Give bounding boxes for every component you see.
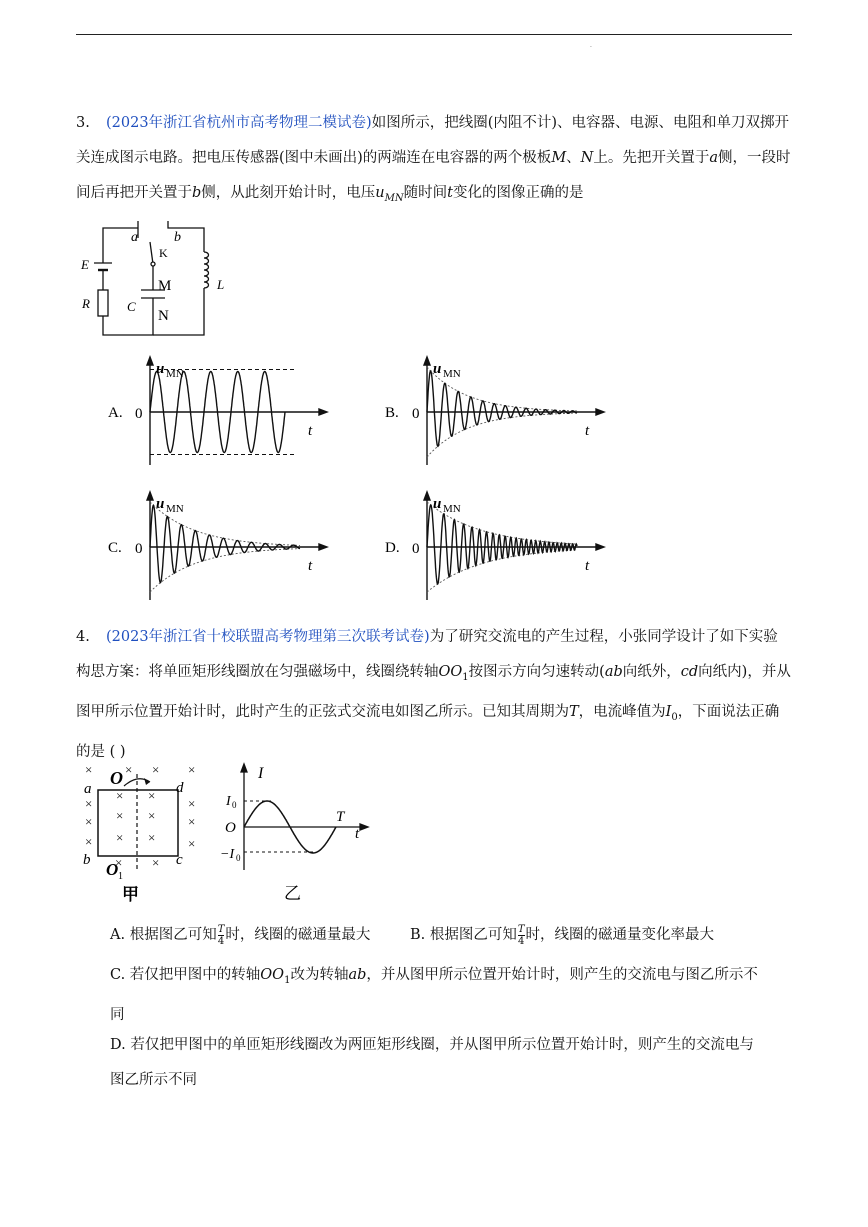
question-4: 4. (2023年浙江省十校联盟高考物理第三次联考试卷)为了研究交流电的产生过程，小张同学设计了如下实验构思方案：将单匝矩形线圈放在匀强磁场中，线圈绕转轴$OO_1$按图示方向匀速转动(ab向纸外，cd向纸内)，并从图甲所示位置开始计时，此时产生的正弦式交流电如图乙所示。已知其周期为T，电流峰值为$I_0$，下面说法正确的是 ( ) (76, 620, 792, 770)
svg-text:0: 0 (232, 800, 237, 810)
question-3: 3. (2023年浙江省杭州市高考物理二模试卷)如图所示，把线圈(内阻不计)、电容器、电源、电阻和单刀双掷开关连成图示电路。把电压传感器(图中未画出)的两端连在电容器的两个极板M、N上。先把开关置于a侧，一段时间后再把开关置于b侧，从此刻开始计时，电压$u_{MN}$随时间t变化的图像正确的是 (76, 106, 792, 216)
field-cross: × (188, 814, 196, 829)
option-label: A. (108, 405, 123, 421)
y-axis-sub: MN (166, 368, 184, 380)
x-axis-label: t (308, 558, 313, 574)
circuit-label-a: a (131, 230, 138, 245)
field-cross: × (148, 808, 156, 823)
option-label: B. (385, 405, 399, 421)
axis-O1-label: O (106, 860, 119, 879)
field-cross: × (188, 836, 196, 851)
field-cross: × (152, 762, 160, 777)
y-axis-sub: MN (443, 503, 461, 515)
option-label: C. (108, 540, 122, 556)
x-axis-t: t (355, 826, 360, 842)
option-C: C. 若仅把甲图中的转轴$OO_1$改为转轴ab，并从图甲所示位置开始计时，则产生的交流电与图乙所示不 同 (110, 967, 758, 1023)
x-axis-arrow (596, 409, 604, 415)
question-source: (2023年浙江省杭州市高考物理二模试卷) (106, 115, 372, 131)
circuit-label-C: C (127, 299, 136, 314)
field-cross: × (188, 796, 196, 811)
y-axis-sub: MN (166, 503, 184, 515)
field-cross: × (116, 808, 124, 823)
field-cross: × (188, 762, 196, 777)
graph-option-C (108, 490, 333, 605)
field-cross: × (125, 762, 133, 777)
x-axis-label: t (585, 423, 590, 439)
corner-c: c (176, 852, 183, 868)
question-number: 3. (76, 115, 90, 131)
field-cross: × (85, 762, 93, 777)
y-axis-sub: MN (443, 368, 461, 380)
field-cross: × (85, 796, 93, 811)
origin-label: 0 (412, 541, 420, 557)
graph-option-A (108, 355, 333, 470)
x-axis-arrow (319, 409, 327, 415)
graph-option-B (385, 355, 610, 470)
field-cross: × (152, 855, 160, 870)
corner-a: a (84, 781, 92, 797)
graph-C-svg (108, 490, 333, 605)
x-axis-label: t (585, 558, 590, 574)
graph-option-D (385, 490, 610, 605)
svg-text:1: 1 (118, 871, 123, 882)
figure-yi (222, 762, 372, 902)
field-cross: × (85, 814, 93, 829)
period-T: T (336, 809, 345, 825)
waveform (427, 505, 577, 584)
trough-negI0: −I (220, 847, 235, 862)
origin-label: 0 (412, 406, 420, 422)
field-cross: × (148, 788, 156, 803)
circuit-diagram (78, 218, 238, 343)
x-axis-label: t (308, 423, 313, 439)
option-label: D. (385, 540, 400, 556)
caption-yi: 乙 (284, 884, 301, 903)
y-axis-label: u (433, 496, 442, 512)
caption-jia: 甲 (122, 885, 139, 904)
origin-label: 0 (135, 541, 143, 557)
header-dot: · (590, 44, 592, 51)
waveform (150, 505, 300, 582)
field-cross: × (115, 855, 123, 870)
circuit-label-L: L (217, 277, 225, 292)
field-cross: × (116, 830, 124, 845)
x-axis-arrow (319, 544, 327, 550)
circuit-label-M: M (158, 278, 172, 294)
origin-label: 0 (135, 406, 143, 422)
peak-I0: I (226, 794, 231, 809)
waveform (427, 371, 577, 446)
y-axis-label: u (433, 361, 442, 377)
axis-O-label: O (110, 768, 123, 788)
corner-b: b (83, 852, 91, 868)
y-axis-label: u (156, 361, 165, 377)
field-cross: × (148, 830, 156, 845)
lower-envelope (150, 549, 300, 592)
figure-jia (80, 760, 210, 905)
option-B: B. 根据图乙可知 $\frac{T}{4}$ 时，线圈的磁通量变化率最大 (410, 923, 715, 947)
y-axis-arrow (147, 492, 153, 500)
origin-O: O (225, 820, 236, 836)
x-axis-arrow (596, 544, 604, 550)
y-axis-arrow (147, 357, 153, 365)
circuit-label-K: K (159, 246, 168, 260)
corner-d: d (176, 780, 184, 796)
field-cross: × (116, 788, 124, 803)
circuit-label-R: R (82, 296, 90, 311)
y-axis-I: I (258, 765, 264, 782)
header-rule (76, 34, 792, 35)
graph-A-svg (108, 355, 333, 470)
y-axis-label: u (156, 496, 165, 512)
option-A: A. 根据图乙可知 $\frac{T}{4}$ 时，线圈的磁通量最大 (110, 923, 371, 947)
svg-text:0: 0 (236, 853, 241, 863)
circuit-label-E: E (81, 257, 89, 272)
circuit-label-b: b (174, 230, 181, 245)
field-cross: × (85, 834, 93, 849)
option-D: D. 若仅把甲图中的单匝矩形线圈改为两匝矩形线圈，并从图甲所示位置开始计时，则产生的交流电与 图乙所示不同 (110, 1037, 754, 1088)
y-axis-arrow (424, 492, 430, 500)
y-axis-arrow (424, 357, 430, 365)
question-source: (2023年浙江省十校联盟高考物理第三次联考试卷) (106, 629, 430, 645)
question-number: 4. (76, 629, 90, 645)
circuit-label-N: N (158, 308, 169, 324)
graph-D-svg (385, 490, 610, 605)
graph-B-svg (385, 355, 610, 470)
